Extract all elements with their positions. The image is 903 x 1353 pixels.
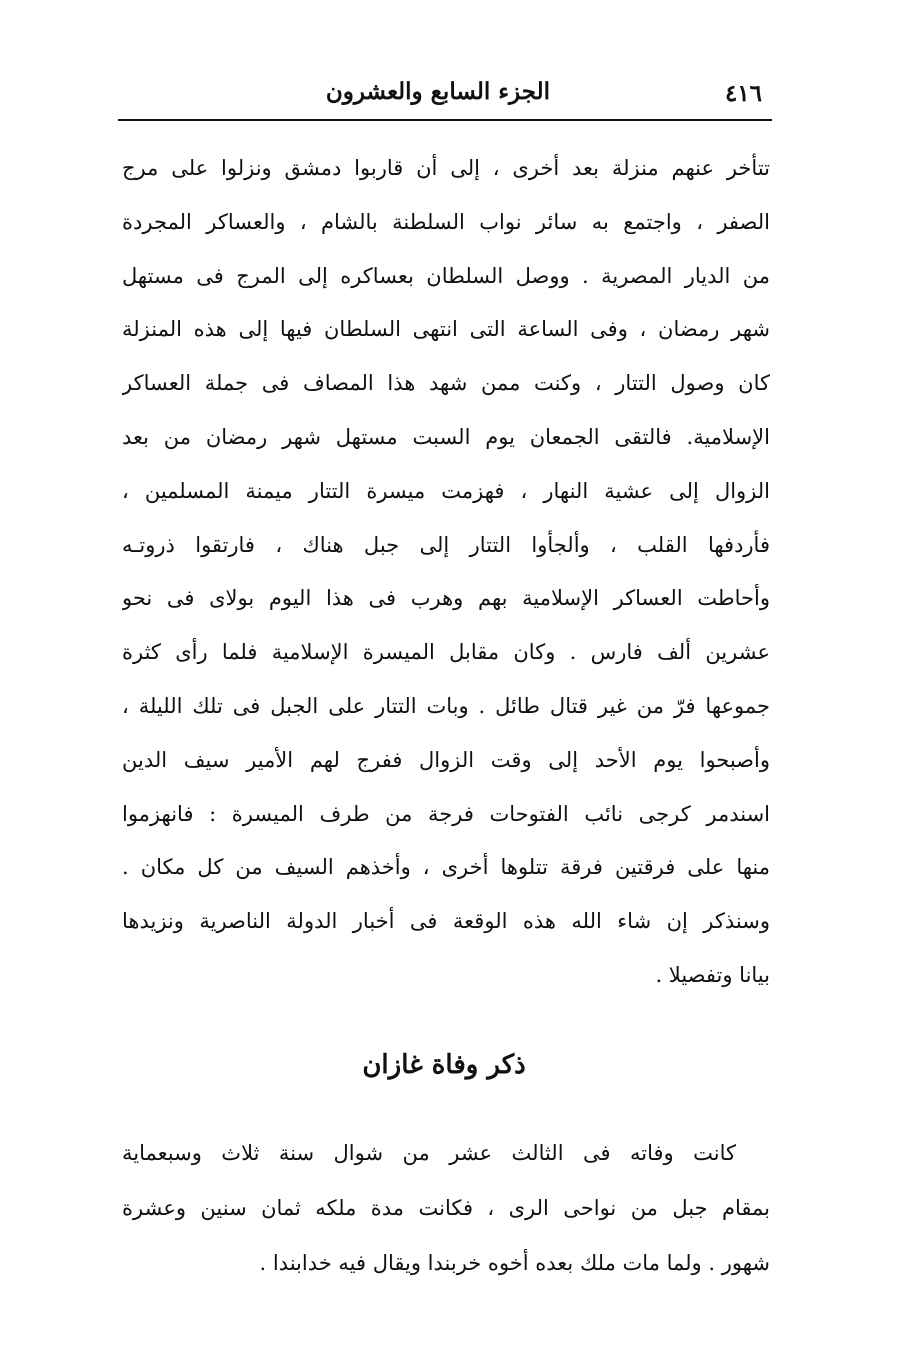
text-line: من الديار المصرية . ووصل السلطان بعساكره إلى المرج فى مستهل [122, 263, 770, 288]
text-line: فأردفها القلب ، وألجأوا التتار إلى جبل هناك ، فارتقوا ذروتـه [122, 532, 770, 557]
text-line: الإسلامية. فالتقى الجمعان يوم السبت مستهل شهر رمضان من بعد [122, 424, 770, 449]
text-line: الزوال إلى عشية النهار ، فهزمت ميسرة التتار ميمنة المسلمين ، [122, 478, 770, 503]
text-line: جموعها فرّ من غير قتال طائل . وبات التتار على الجبل فى تلك الليلة ، [122, 693, 770, 718]
main-text-block [122, 142, 770, 1003]
text-line: وأصبحوا يوم الأحد إلى وقت الزوال ففرج لهم الأمير سيف الدين [122, 747, 770, 772]
text-line: شهر رمضان ، وفى الساعة التى انتهى السلطان فيها إلى هذه المنزلة [122, 317, 770, 342]
text-line: كان وصول التتار ، وكنت ممن شهد هذا المصاف فى جملة العساكر [122, 371, 770, 396]
header-divider [118, 119, 772, 121]
text-line: عشرين ألف فارس . وكان مقابل الميسرة الإسلامية فلما رأى كثرة [122, 640, 770, 665]
section-text-block [122, 1126, 770, 1291]
text-line: وسنذكر إن شاء الله هذه الوقعة فى أخبار الدولة الناصرية ونزيدها [122, 909, 770, 934]
text-line: تتأخر عنهم منزلة بعد أخرى ، إلى أن قاربوا دمشق ونزلوا على مرج [122, 156, 770, 180]
text-line: الصفر ، واجتمع به سائر نواب السلطنة بالشام ، والعساكر المجردة [122, 209, 770, 234]
text-line: كانت وفاته فى الثالث عشر من شوال سنة ثلاث وسبعماية [122, 1141, 736, 1165]
page-header [118, 70, 770, 118]
text-line: منها على فرقتين فرقة تتلوها أخرى ، وأخذهم السيف من كل مكان . [122, 855, 770, 880]
text-line: اسندمر كرجى نائب الفتوحات فرجة من طرف الميسرة : فانهزموا [122, 801, 770, 826]
text-line: بيانا وتفصيلا . [655, 962, 770, 987]
text-line: بمقام جبل من نواحى الرى ، فكانت مدة ملكه ثمان سنين وعشرة [122, 1196, 770, 1220]
section-heading: ذكر وفاة غازان [362, 1050, 526, 1080]
running-title: الجزء السابع والعشرون [325, 78, 550, 105]
text-line: وأحاطت العساكر الإسلامية بهم وهرب فى هذا اليوم بولاى فى نحو [122, 586, 770, 611]
page-number: ٤١٦ [724, 80, 762, 107]
text-line: شهور . ولما مات ملك بعده أخوه خربندا ويقال فيه خدابندا . [259, 1251, 770, 1275]
